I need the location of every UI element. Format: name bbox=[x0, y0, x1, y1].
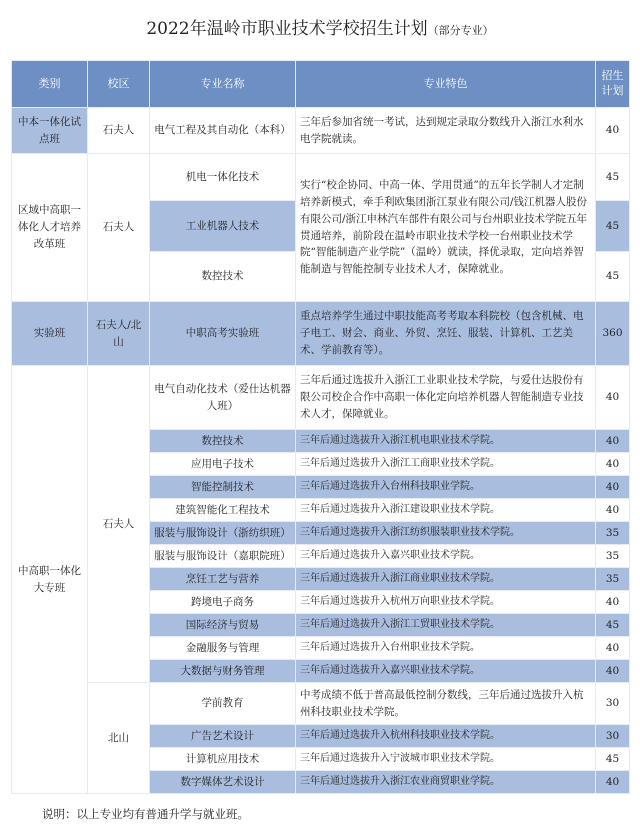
plan-cell: 40 bbox=[596, 108, 630, 154]
major-cell: 中职高考实验班 bbox=[150, 302, 296, 366]
major-cell: 数控技术 bbox=[150, 430, 296, 453]
major-cell: 电气自动化技术（爱仕达机器人班） bbox=[150, 366, 296, 430]
plan-cell: 40 bbox=[596, 476, 630, 499]
header-feature: 专业特色 bbox=[296, 61, 596, 108]
feature-cell: 三年后通过选拔升入嘉兴职业技术学院。 bbox=[296, 660, 596, 683]
feature-cell: 三年后通过选拔升入杭州万向职业技术学院。 bbox=[296, 591, 596, 614]
campus-cell: 北山 bbox=[88, 683, 150, 794]
feature-cell: 三年后通过选拔升入台州科技职业学院。 bbox=[296, 476, 596, 499]
major-cell: 数字媒体艺术设计 bbox=[150, 771, 296, 794]
feature-cell: 三年后通过选拔升入浙江农业商贸职业学院。 bbox=[296, 771, 596, 794]
title-main: 2022年温岭市职业技术学校招生计划 bbox=[146, 19, 428, 39]
feature-cell: 三年后通过选拔升入浙江工贸职业技术学院。 bbox=[296, 614, 596, 637]
campus-cell: 石夫人/北山 bbox=[88, 302, 150, 366]
feature-cell: 三年后通过选拔升入嘉兴职业技术学院。 bbox=[296, 545, 596, 568]
table-row bbox=[12, 366, 630, 430]
major-cell: 电气工程及其自动化（本科） bbox=[150, 108, 296, 154]
feature-cell: 三年后通过选拔升入浙江工业职业技术学院，与爱仕达股份有限公司校企合作中高职一体化定向培养机器人智能制造专业技术人才，保障就业。 bbox=[296, 366, 596, 430]
plan-cell: 40 bbox=[596, 430, 630, 453]
major-cell: 大数据与财务管理 bbox=[150, 660, 296, 683]
plan-cell: 360 bbox=[596, 302, 630, 366]
header-major: 专业名称 bbox=[150, 61, 296, 108]
header-plan: 招生计划 bbox=[596, 61, 630, 108]
header-category: 类别 bbox=[12, 61, 88, 108]
plan-cell: 35 bbox=[596, 568, 630, 591]
major-cell: 学前教育 bbox=[150, 683, 296, 725]
feature-cell: 三年后通过选拔升入浙江建设职业技术学院。 bbox=[296, 499, 596, 522]
feature-cell: 三年后参加省统一考试，达到规定录取分数线升入浙江水利水电学院就读。 bbox=[296, 108, 596, 154]
major-cell: 服装与服饰设计（浙纺织班） bbox=[150, 522, 296, 545]
major-cell: 智能控制技术 bbox=[150, 476, 296, 499]
plan-cell: 45 bbox=[596, 252, 630, 302]
page-title bbox=[0, 14, 640, 39]
feature-cell: 重点培养学生通过中职技能高考考取本科院校（包含机械、电子电工、财会、商业、外贸、烹饪、服装、计算机、工艺美术、学前教育等）。 bbox=[296, 302, 596, 366]
major-cell: 金融服务与管理 bbox=[150, 637, 296, 660]
plan-cell: 30 bbox=[596, 683, 630, 725]
feature-cell: 三年后通过选拔升入浙江工商职业技术学院。 bbox=[296, 453, 596, 476]
major-cell: 数控技术 bbox=[150, 252, 296, 302]
plan-cell: 40 bbox=[596, 591, 630, 614]
footnote: 说明：以上专业均有普通升学与就业班。 bbox=[42, 807, 249, 821]
major-cell: 烹饪工艺与营养 bbox=[150, 568, 296, 591]
title-subtitle: （部分专业） bbox=[427, 24, 494, 37]
category-cell: 中本一体化试点班 bbox=[12, 108, 88, 154]
plan-cell: 40 bbox=[596, 637, 630, 660]
feature-cell: 三年后通过选拔升入台州职业技术学院。 bbox=[296, 637, 596, 660]
table-row bbox=[12, 683, 630, 725]
major-cell: 建筑智能化工程技术 bbox=[150, 499, 296, 522]
major-cell: 服装与服饰设计（嘉职院班） bbox=[150, 545, 296, 568]
header-campus: 校区 bbox=[88, 61, 150, 108]
enrollment-plan-table bbox=[11, 60, 630, 794]
plan-cell: 45 bbox=[596, 614, 630, 637]
plan-cell: 45 bbox=[596, 201, 630, 252]
feature-cell: 三年后通过选拔升入杭州科技职业技术学院。 bbox=[296, 725, 596, 748]
plan-cell: 35 bbox=[596, 545, 630, 568]
plan-cell: 40 bbox=[596, 366, 630, 430]
plan-cell: 40 bbox=[596, 660, 630, 683]
major-cell: 广告艺术设计 bbox=[150, 725, 296, 748]
table-row bbox=[12, 154, 630, 201]
plan-cell: 40 bbox=[596, 499, 630, 522]
plan-cell: 40 bbox=[596, 453, 630, 476]
major-cell: 应用电子技术 bbox=[150, 453, 296, 476]
campus-cell: 石夫人 bbox=[88, 154, 150, 302]
category-cell: 区域中高职一体化人才培养改革班 bbox=[12, 154, 88, 302]
feature-cell: 中考成绩不低于普高最低控制分数线，三年后通过选拔升入杭州科技职业技术学院。 bbox=[296, 683, 596, 725]
plan-cell: 45 bbox=[596, 154, 630, 201]
feature-cell: 实行“校企协同、中高一体、学用贯通”的五年长学制人才定制培养新模式，牵手利欧集团浙江泵业有限公司/钱江机器人股份有限公司/浙江申林汽车部件有限公司与台州职业技术学院五年贯通培养，前阶段在温岭市职业技术学校一台州职业技术学院“智能制造产业学院”（温岭）就读，择优录取，定向培养智能制造与智能控制专业技术人才，保障就业。 bbox=[296, 154, 596, 302]
major-cell: 跨境电子商务 bbox=[150, 591, 296, 614]
feature-cell: 三年后通过选拔升入浙江纺织服装职业技术学院。 bbox=[296, 522, 596, 545]
table-row bbox=[12, 302, 630, 366]
major-cell: 计算机应用技术 bbox=[150, 748, 296, 771]
feature-cell: 三年后通过选拔升入浙江商业职业技术学院。 bbox=[296, 568, 596, 591]
plan-cell: 40 bbox=[596, 771, 630, 794]
plan-cell: 30 bbox=[596, 725, 630, 748]
feature-cell: 三年后通过选拔升入宁波城市职业技术学院。 bbox=[296, 748, 596, 771]
feature-cell: 三年后通过选拔升入浙江机电职业技术学院。 bbox=[296, 430, 596, 453]
category-cell: 中高职一体化大专班 bbox=[12, 366, 88, 794]
plan-cell: 45 bbox=[596, 748, 630, 771]
category-cell: 实验班 bbox=[12, 302, 88, 366]
campus-cell: 石夫人 bbox=[88, 108, 150, 154]
campus-cell: 石夫人 bbox=[88, 366, 150, 683]
table-row bbox=[12, 108, 630, 154]
header-row bbox=[12, 61, 630, 108]
plan-cell: 35 bbox=[596, 522, 630, 545]
major-cell: 机电一体化技术 bbox=[150, 154, 296, 201]
major-cell: 工业机器人技术 bbox=[150, 201, 296, 252]
major-cell: 国际经济与贸易 bbox=[150, 614, 296, 637]
